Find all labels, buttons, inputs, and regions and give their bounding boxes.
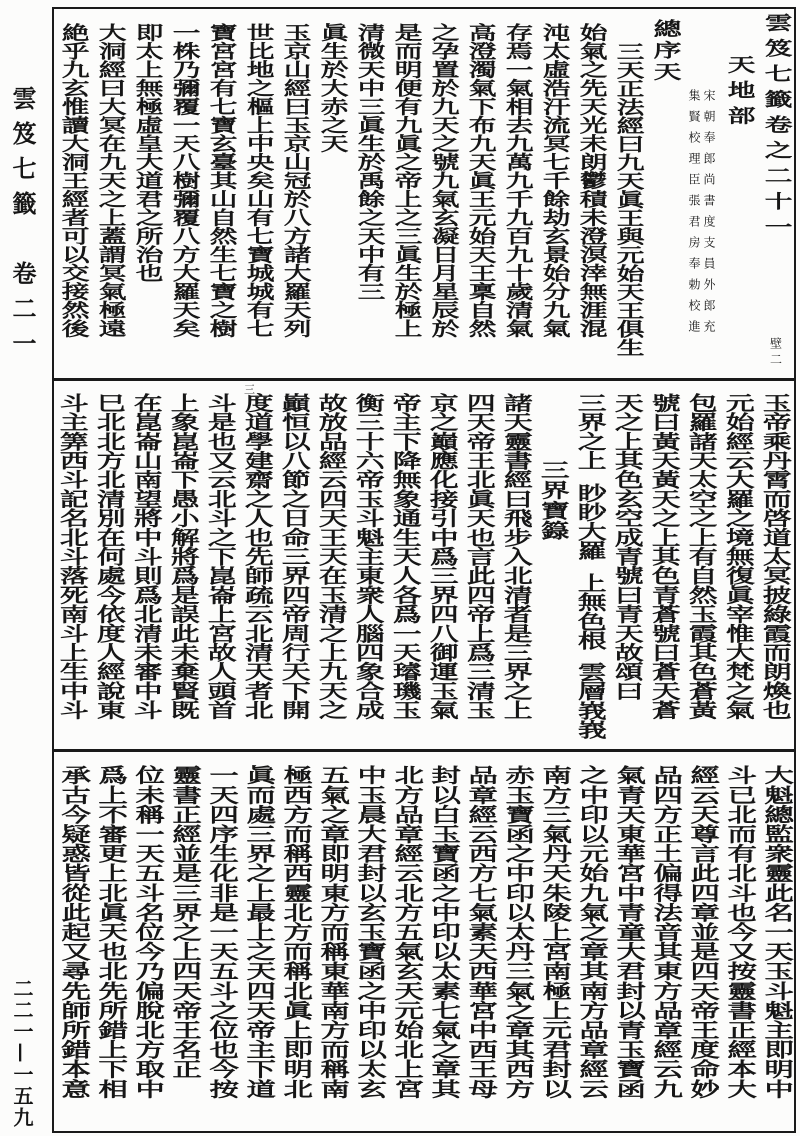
text-column [128,9,165,378]
column-text: 絶乎九玄惟讀大洞王經者可以交接然後 [57,23,90,338]
column-text: 元始經云大羅之境無復眞宰惟大梵之氣 [721,393,756,720]
verse-column [573,393,608,740]
column-text: 靈書正經並是三界之上四天帝王名正 [166,765,202,1079]
text-column [276,752,313,1131]
column-row [54,752,794,1131]
text-column [683,9,720,378]
text-column [239,381,276,749]
text-column [313,381,350,749]
column-text: 斗主筭西斗記名北斗落死南斗上生中斗 [55,393,90,720]
text-column [387,752,424,1131]
text-column [424,381,461,749]
text-column [202,752,239,1131]
column-text: 大魁總監衆靈此名一天玉斗魁主即明中 [758,765,794,1099]
text-column [646,381,683,749]
column-text: 玉京山經曰玉京山冠於八方諸大羅天列 [279,23,312,338]
text-column [609,752,646,1131]
compiler-note [688,89,715,341]
text-column [535,9,572,378]
column-text: 諸天靈書經曰飛步入北清者是三界之上 [499,393,534,720]
text-column [54,752,91,1131]
panel-bottom [54,752,794,1131]
text-column [54,9,91,378]
section-heading: 天地部 [723,55,756,132]
text-column [424,752,461,1131]
column-text: 品四方正土偏得法音其東方品章經云九 [647,765,683,1099]
column-text: 存焉一氣相去九萬九千九百九十歲清氣 [501,23,534,338]
column-text: 在崑崙山南望將中斗則爲北清未審中斗 [129,393,164,720]
verse-line: 雲層峩峩 [573,662,608,740]
page-frame [52,7,796,1133]
text-column [91,9,128,378]
text-column [683,752,720,1131]
text-column [387,9,424,378]
column-row [54,9,794,378]
column-text: 爲上不審更上北眞天也北先所錯上下相 [92,765,128,1099]
column-text: 之中印以元始九氣之章其南方品章經云 [573,765,609,1099]
text-column [202,9,239,378]
text-column [646,9,683,378]
column-text: 清微天中三眞生於禹餘之天中有三 [353,23,386,301]
text-column [757,381,794,749]
text-column [165,381,202,749]
text-column [535,752,572,1131]
column-text: 一株乃彌覆一天八樹彌覆八方大羅天矣 [168,23,201,338]
chapter-heading: 總序天 [649,19,682,84]
text-column [498,752,535,1131]
column-text: 包羅諸天太空之上有自然玉霞其色蒼黃 [684,393,719,720]
scroll-title: 雲笈七籤卷之二十一 [760,13,793,243]
column-text: 中玉晨大君封以玄玉寶函之中印以太玄 [351,765,387,1099]
column-text: 衡三十六帝玉斗魁主東衆人腦四象合成 [351,393,386,720]
text-column [498,381,535,749]
text-column [683,381,720,749]
text-column [498,9,535,378]
text-column [757,752,794,1131]
column-text: 經云天尊言此四章並是四天帝王度命妙 [684,765,720,1099]
column-text: 天之上其色玄空成青號曰青天故頌曰 [610,393,645,701]
text-column [609,381,646,749]
text-column [757,9,794,378]
column-text: 是而明便有九眞之帝上之三眞生於極上 [390,23,423,338]
text-column [276,9,313,378]
text-column [720,752,757,1131]
text-column [572,9,609,378]
column-text: 氣青天東華宮中青童大君封以青玉寶函 [610,765,646,1099]
column-text: 始氣之先天光未朗鬱積未澄溟涬無涯混 [575,23,608,338]
column-text: 巳北北方北清別在何處今依度人經說東 [92,393,127,720]
text-column [350,381,387,749]
column-text: 品章經云西方七氣素天西華宮中西王母 [462,765,498,1099]
compiler-note-line: 宋朝奉郎尚書度支員外郎充 [702,89,716,341]
column-text: 度道學建齋之人也先師疏云北清天者北 [240,393,275,720]
column-text: 寶宮宮有七寶玄臺其山自然生七寶之樹 [205,23,238,338]
text-column [128,752,165,1131]
panel-middle [54,381,794,752]
text-column [424,9,461,378]
chapter-heading: 三界寶籙 [536,460,571,541]
text-column [646,752,683,1131]
column-text: 五氣之章即明東方而稱東華南方而稱南 [314,765,350,1099]
verse-line: 三界之上 [573,393,608,470]
column-text: 世比地之樞上中央矣山有七寶城城有七 [242,23,275,338]
column-text: 位未稱一天五斗名位今乃偏脫北方取中 [129,765,165,1099]
text-column [165,9,202,378]
column-text: 沌太虛浩汗流冥七千餘劫玄景始分九氣 [538,23,571,338]
column-text: 北方品章經云北方五氣玄天元始北上宮 [388,765,424,1099]
column-text: 一天四序生化非是一天五斗之位也今按 [203,765,239,1099]
column-text: 眞生於大赤之天 [316,23,349,153]
text-column [572,381,609,749]
text-column [313,752,350,1131]
column-text: 赤玉寶函之中印以太丹三氣之章其西方 [499,765,535,1099]
text-column [239,9,276,378]
column-text: 巓恒以八節之日命三界四帝周行天下開 [277,393,312,720]
column-text: 玉帝乘丹霄而啓道太冥披綠霞而朗煥也 [758,393,793,720]
column-text: 斗是也又云北斗之下崑崙上宮故人頭首 [203,393,238,720]
text-column [461,381,498,749]
column-text: 承古今疑惑皆從此起又尋先師所錯本意 [55,765,91,1099]
column-text: 眞而處三界之上最上之天四天帝主下道 [240,765,276,1099]
column-row [54,381,794,749]
column-text: 帝主下降無象通生天人各爲一天璿璣玉 [388,393,423,720]
column-text: 斗已北而有北斗也今又按靈書正經本大 [721,765,757,1099]
column-text: 南方三氣丹天朱陵上宮南極上元君封以 [536,765,572,1099]
text-column [387,381,424,749]
text-column [313,9,350,378]
column-text: 封以白玉寶函之中印以太素七氣之章其 [425,765,461,1099]
panel-top [54,9,794,381]
margin-book-title: 雲笈七籤 卷二一 [8,86,37,366]
text-column [535,381,572,749]
margin-page-number: 二二一—一五九 [10,978,34,1129]
column-text: 號曰黃天黃天之上其色青蒼號曰蒼天蒼 [647,393,682,720]
column-text: 故放品經云四天王天在玉清之上九天之 [314,393,349,720]
text-column [461,752,498,1131]
folio-mark: 壁二 [768,337,783,369]
column-text: 高澄濁氣下布九天眞王元始天王稟自然 [464,23,497,338]
text-column [350,9,387,378]
verse-line: 上無色根 [573,572,608,650]
folio-mark: 三 [244,383,255,396]
text-column [461,9,498,378]
column-text: 京之巔應化接引中爲三界四八御運玉氣 [425,393,460,720]
text-column [350,752,387,1131]
text-column [609,9,646,378]
column-text: 上象崑崙下愚小解將爲是誤此未棄賢既 [166,393,201,720]
text-column [276,381,313,749]
text-column [720,381,757,749]
column-text: 三天正法經曰九天眞王與元始天王俱生 [612,41,645,356]
compiler-note-line: 集賢校理臣張君房奉勅校進 [687,89,701,341]
text-column [54,381,91,749]
column-text: 極西方而稱西靈北方而稱北眞上即明北 [277,765,313,1099]
column-text: 即太上無極虛皇大道君之所治也 [131,23,164,282]
text-column [239,752,276,1131]
text-column [202,381,239,749]
text-column [720,9,757,378]
text-column [572,752,609,1131]
verse-line: 眇眇大羅 [573,482,608,560]
column-text: 大洞經曰大冥在九天之上蓋謂冥氣極遠 [94,23,127,338]
text-column [128,381,165,749]
text-column [91,381,128,749]
text-column [91,752,128,1131]
text-column [165,752,202,1131]
column-text: 四天帝王北眞天也言此四帝上爲三清玉 [462,393,497,720]
column-text: 之孕置於九天之號九氣玄凝日月星辰於 [427,23,460,338]
